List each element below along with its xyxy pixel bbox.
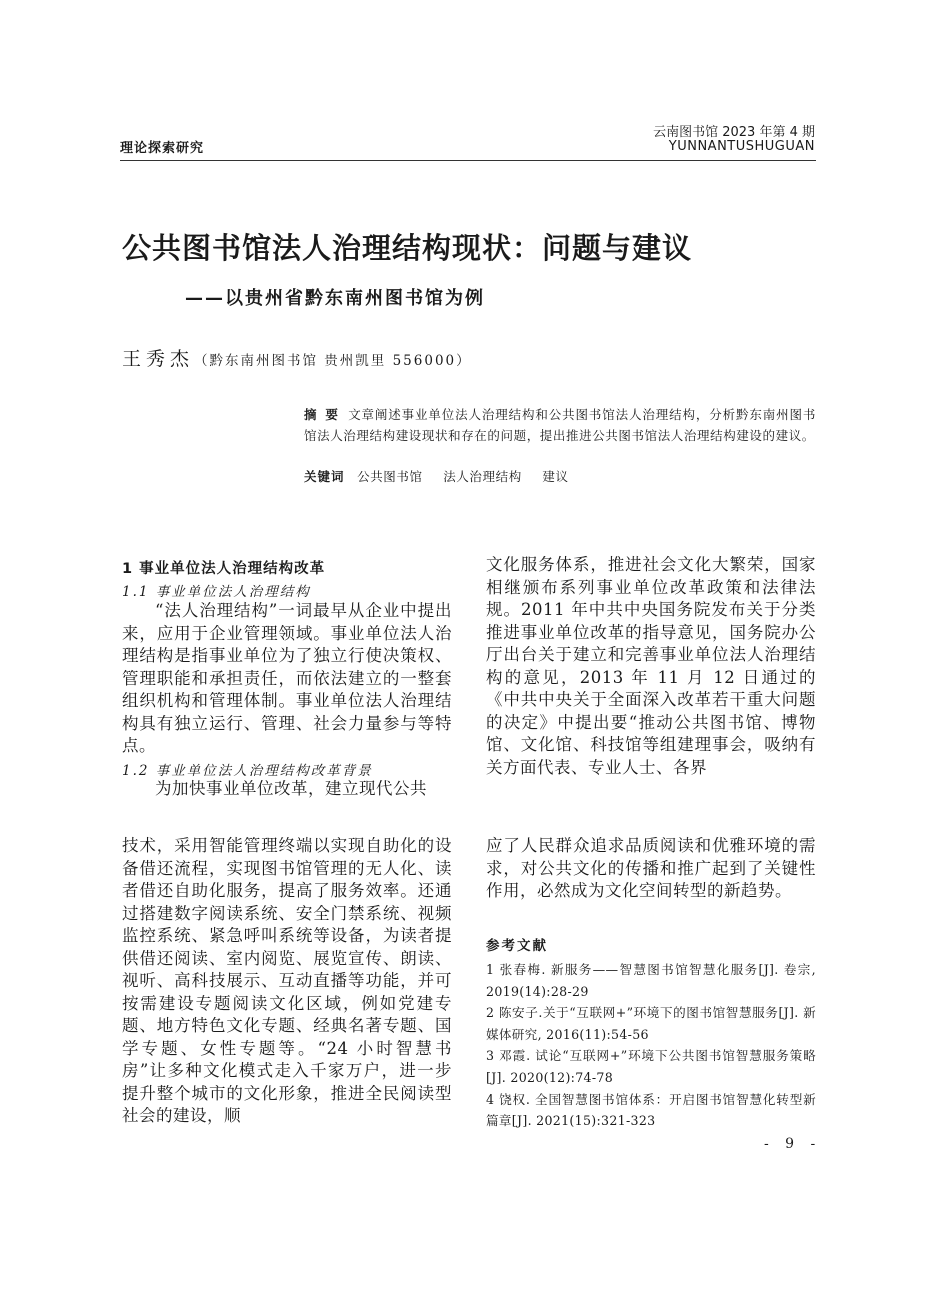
references-heading: 参考文献 — [486, 938, 548, 954]
article-subtitle: ——以贵州省黔东南州图书馆为例 — [185, 288, 485, 309]
abstract-text: 文章阐述事业单位法人治理结构和公共图书馆法人治理结构，分析黔东南州图书馆法人治理结构建设现状和存在的问题，提出推进公共图书馆法人治理结构建设的建议。 — [304, 407, 816, 443]
reference-item: 4 饶权. 全国智慧图书馆体系：开启图书馆智慧化转型新篇章[J]. 2021(15):321-323 — [486, 1091, 816, 1129]
keyword: 建议 — [542, 469, 569, 484]
header-rule — [120, 160, 816, 161]
paragraph-right-top: 文化服务体系，推进社会文化大繁荣，国家相继颁布系列事业单位改革政策和法律法规。2011 年中共中央国务院发布关于分类推进事业单位改革的指导意见，国务院办公厅出台关于建立和完善事业单位法人治理结构的意见，2013 年 11 月 12 日通过的《中共中央关于全面深入改革若干重大问题的决定》中提出要“推动公共图书馆、博物馆、文化馆、科技馆等组建理事会，吸纳有关方面代表、专业人士、各界 — [486, 555, 816, 777]
author-line — [122, 344, 472, 371]
paragraph-left-bottom: 技术，采用智能管理终端以实现自助化的设备借还流程，实现图书馆管理的无人化、读者借还自助化服务，提高了服务效率。还通过搭建数字阅读系统、安全门禁系统、视频监控系统、紧急呼叫系统等设备，为读者提供借还阅读、室内阅览、展览宣传、朗读、视听、高科技展示、互动直播等功能，并可按需建设专题阅读文化区域，例如党建专题、地方特色文化专题、经典名著专题、国学专题、女性专题等。“24 小时智慧书房”让多种文化模式走入千家万户，进一步提升整个城市的文化形象，推进全民阅读型社会的建设，顺 — [122, 836, 452, 1125]
keyword: 公共图书馆 — [357, 469, 423, 484]
journal-pinyin: YUNNANTUSHUGUAN — [668, 139, 815, 154]
author-affiliation: （黔东南州图书馆 贵州凯里 556000） — [194, 353, 472, 369]
paragraph-right-bottom: 应了人民群众追求品质阅读和优雅环境的需求，对公共文化的传播和推广起到了关键性作用，必然成为文化空间转型的新趋势。 — [486, 836, 816, 900]
running-header-section: 理论探索研究 — [120, 141, 205, 156]
paragraph-1-2-start: 为加快事业单位改革，建立现代公共 — [155, 779, 427, 798]
journal-name: 云南图书馆 2023 年第 4 期 — [653, 125, 815, 140]
reference-item: 1 张春梅. 新服务——智慧图书馆智慧化服务[J]. 卷宗, 2019(14):28-29 — [486, 962, 816, 999]
reference-item: 2 陈安子.关于“互联网+”环境下的图书馆智慧服务[J]. 新媒体研究, 2016(11):54-56 — [486, 1005, 816, 1042]
keywords — [304, 467, 585, 485]
abstract-label: 摘 要 — [304, 407, 341, 422]
subsection-heading-1-1: 1.1 事业单位法人治理结构 — [122, 584, 311, 600]
keyword: 法人治理结构 — [443, 469, 522, 484]
reference-item: 3 邓霞. 试论“互联网+”环境下公共图书馆智慧服务策略[J]. 2020(12):74-78 — [486, 1048, 816, 1085]
abstract — [304, 404, 816, 446]
article-title: 公共图书馆法人治理结构现状：问题与建议 — [122, 231, 693, 265]
paragraph-1-1: “法人治理结构”一词最早从企业中提出来，应用于企业管理领域。事业单位法人治理结构是指事业单位为了独立行使决策权、管理职能和承担责任，而依法建立的一整套组织机构和管理体制。事业单位法人治理结构具有独立运行、管理、社会力量参与等特点。 — [122, 601, 452, 755]
keywords-label: 关键词 — [304, 469, 345, 484]
author-name: 王秀杰 — [122, 348, 195, 370]
references-list — [486, 959, 816, 1132]
page-number: - 9 - — [764, 1136, 822, 1152]
section-heading-1: 1 事业单位法人治理结构改革 — [122, 561, 326, 577]
subsection-heading-1-2: 1.2 事业单位法人治理结构改革背景 — [122, 763, 373, 779]
